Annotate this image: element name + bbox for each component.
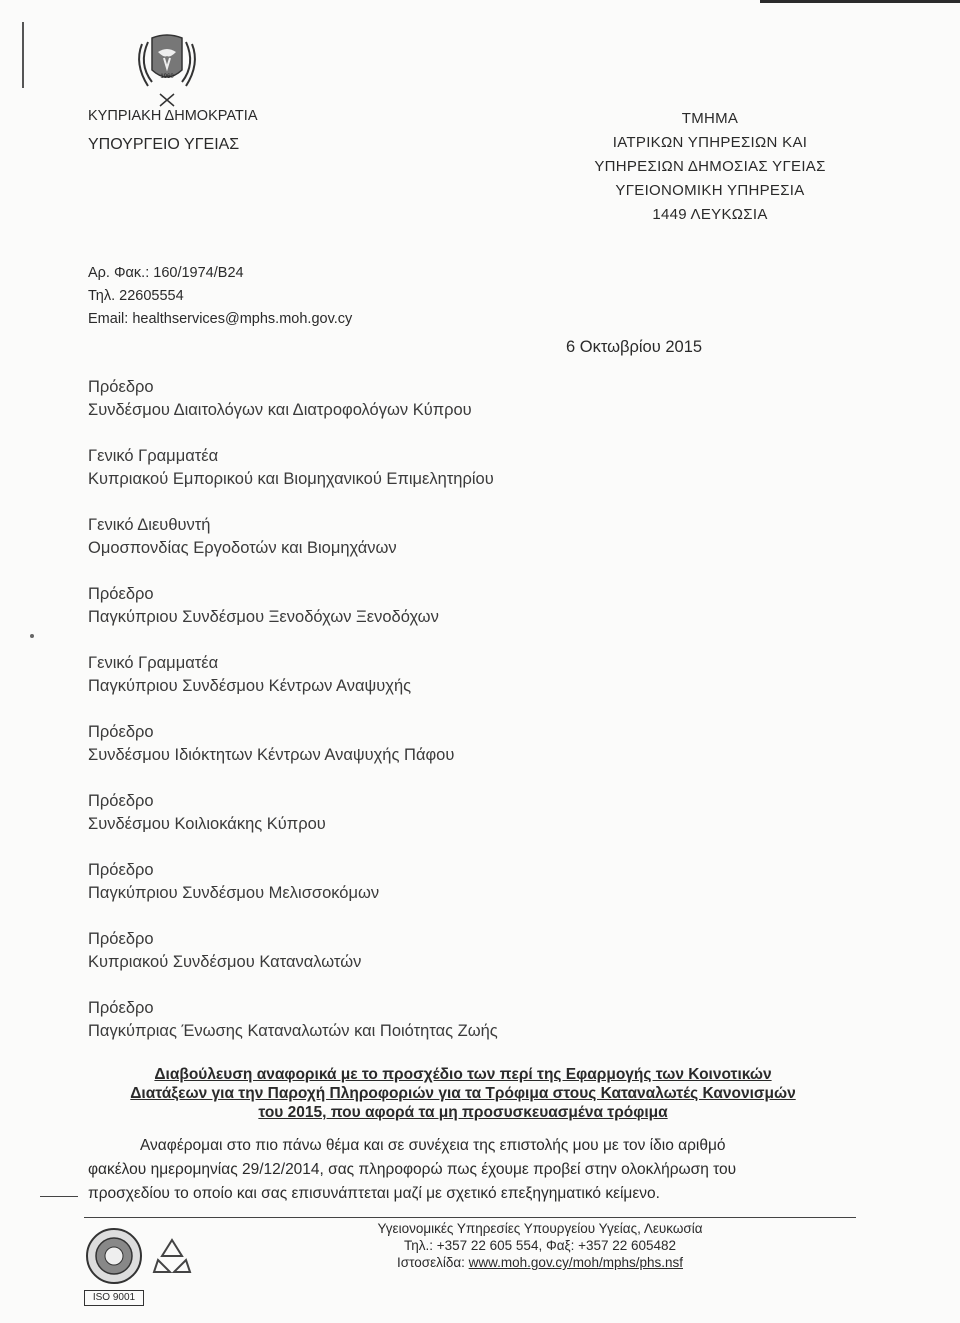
subject-line: Διαβούλευση αναφορικά με το προσχέδιο των περί της Εφαρμογής των Κοινοτικών bbox=[154, 1066, 772, 1083]
recipient-org: Παγκύπριου Συνδέσμου Κέντρων Αναψυχής bbox=[88, 677, 412, 695]
recipients-list bbox=[88, 376, 498, 1066]
letter-body bbox=[88, 1134, 848, 1206]
recipient-title: Γενικό Διευθυντή bbox=[88, 516, 211, 534]
email-address: Email: healthservices@mphs.moh.gov.cy bbox=[88, 311, 353, 327]
body-line: προσχεδίου το οποίο και σας επισυνάπτεται μαζί με σχετικό επεξηγηματικό κείμενο. bbox=[88, 1185, 660, 1202]
recipient-org: Παγκύπριου Συνδέσμου Ξενοδόχων Ξενοδόχων bbox=[88, 608, 439, 626]
recipient-title: Γενικό Γραμματέα bbox=[88, 654, 219, 672]
recycle-icon bbox=[150, 1236, 194, 1276]
recipient-org: Συνδέσμου Κοιλιοκάκης Κύπρου bbox=[88, 815, 326, 833]
recipient bbox=[88, 928, 498, 974]
recipient bbox=[88, 514, 498, 560]
recipient-title: Πρόεδρο bbox=[88, 930, 154, 948]
recipient-org: Παγκύπριας Ένωσης Καταναλωτών και Ποιότητας Ζωής bbox=[88, 1022, 498, 1040]
footer-line bbox=[240, 1254, 840, 1271]
fold-mark bbox=[40, 1196, 78, 1197]
reference-block bbox=[88, 262, 352, 331]
recipient-title: Πρόεδρο bbox=[88, 792, 154, 810]
recipient bbox=[88, 997, 498, 1043]
department-line: ΥΓΕΙΟΝΟΜΙΚΗ ΥΠΗΡΕΣΙΑ bbox=[615, 182, 805, 199]
letter-date: 6 Οκτωβρίου 2015 bbox=[566, 338, 703, 356]
phone-number: Τηλ. 22605554 bbox=[88, 288, 184, 304]
recipient-org: Κυπριακού Συνδέσμου Καταναλωτών bbox=[88, 953, 362, 971]
country-name: ΚΥΠΡΙΑΚΗ ΔΗΜΟΚΡΑΤΙΑ bbox=[88, 108, 258, 124]
punch-mark bbox=[30, 634, 34, 638]
department-block bbox=[560, 107, 860, 227]
recipient bbox=[88, 376, 498, 422]
recipient bbox=[88, 652, 498, 698]
recipient-org: Παγκύπριου Συνδέσμου Μελισσοκόμων bbox=[88, 884, 380, 902]
body-line: φακέλου ημερομηνίας 29/12/2014, σας πληροφορώ πως έχουμε προβεί στην ολοκλήρωση του bbox=[88, 1161, 737, 1178]
recipient bbox=[88, 790, 498, 836]
footer-contact bbox=[240, 1220, 840, 1271]
recipient-org: Συνδέσμου Διαιτολόγων και Διατροφολόγων Κύπρου bbox=[88, 401, 472, 419]
margin-mark bbox=[22, 22, 24, 88]
recipient-title: Πρόεδρο bbox=[88, 378, 154, 396]
iso-label: ISO 9001 bbox=[84, 1290, 144, 1306]
recipient bbox=[88, 721, 498, 767]
top-edge-line bbox=[760, 0, 960, 3]
recipient bbox=[88, 445, 498, 491]
department-line: ΥΠΗΡΕΣΙΩΝ ΔΗΜΟΣΙΑΣ ΥΓΕΙΑΣ bbox=[594, 158, 826, 175]
svg-text:1960: 1960 bbox=[160, 74, 174, 80]
subject-line: Διατάξεων για την Παροχή Πληροφοριών για τα Τρόφιμα στους Καταναλωτές Κανονισμών bbox=[130, 1085, 796, 1102]
website-link[interactable]: www.moh.gov.cy/moh/mphs/phs.nsf bbox=[468, 1255, 683, 1270]
recipient-title: Πρόεδρο bbox=[88, 585, 154, 603]
recipient-org: Κυπριακού Εμπορικού και Βιομηχανικού Επιμελητηρίου bbox=[88, 470, 494, 488]
letter-subject bbox=[88, 1065, 838, 1122]
recipient-title: Γενικό Γραμματέα bbox=[88, 447, 219, 465]
department-line: ΤΜΗΜΑ bbox=[681, 110, 739, 127]
recipient bbox=[88, 583, 498, 629]
recipient-title: Πρόεδρο bbox=[88, 861, 154, 879]
footer-divider bbox=[84, 1217, 856, 1218]
footer-line: Υγειονομικές Υπηρεσίες Υπουργείου Υγείας, Λευκωσία bbox=[377, 1221, 703, 1236]
department-line: ΙΑΤΡΙΚΩΝ ΥΠΗΡΕΣΙΩΝ ΚΑΙ bbox=[612, 134, 808, 151]
ministry-name: ΥΠΟΥΡΓΕΙΟ ΥΓΕΙΑΣ bbox=[88, 136, 240, 153]
coat-of-arms-icon bbox=[112, 28, 222, 108]
file-number: Αρ. Φακ.: 160/1974/Β24 bbox=[88, 265, 244, 281]
recipient-org: Ομοσπονδίας Εργοδοτών και Βιομηχάνων bbox=[88, 539, 397, 557]
recipient-title: Πρόεδρο bbox=[88, 723, 154, 741]
department-city: 1449 ΛΕΥΚΩΣΙΑ bbox=[652, 206, 768, 223]
website-label: Ιστοσελίδα: bbox=[397, 1255, 469, 1270]
recipient-org: Συνδέσμου Ιδιόκτητων Κέντρων Αναψυχής Πάφου bbox=[88, 746, 455, 764]
body-line: Αναφέρομαι στο πιο πάνω θέμα και σε συνέχεια της επιστολής μου με τον ίδιο αριθμό bbox=[140, 1137, 726, 1154]
certification-seal-icon bbox=[84, 1226, 144, 1286]
recipient bbox=[88, 859, 498, 905]
subject-line: του 2015, που αφορά τα μη προσυσκευασμένα τρόφιμα bbox=[258, 1104, 668, 1121]
footer-line: Τηλ.: +357 22 605 554, Φαξ: +357 22 605482 bbox=[403, 1238, 677, 1253]
recipient-title: Πρόεδρο bbox=[88, 999, 154, 1017]
